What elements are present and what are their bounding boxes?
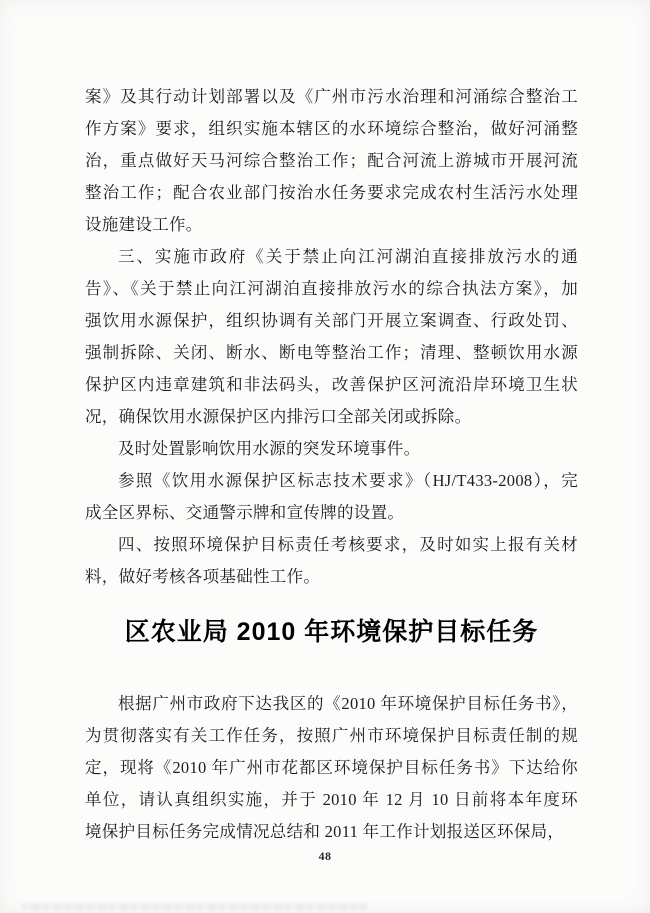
- text-line: 案》及其行动计划部署以及《广州市污水治理和河涌综合整治工: [85, 87, 578, 106]
- text-line: 强制拆除、关闭、断水、断电等整治工作；清理、整顿饮用水源: [85, 343, 578, 362]
- text-line: 成全区界标、交通警示牌和宣传牌的设置。: [85, 503, 405, 522]
- body-text-section: [85, 81, 578, 593]
- text-line: 境保护目标任务完成情况总结和 2011 年工作计划报送区环保局，: [85, 822, 565, 841]
- text-line: 四、按照环境保护目标责任考核要求，及时如实上报有关材: [118, 535, 578, 554]
- text-line: 料，做好考核各项基础性工作。: [85, 567, 321, 586]
- page-number: 48: [318, 849, 332, 863]
- text-line: 及时处置影响饮用水源的突发环境事件。: [118, 439, 421, 458]
- text-line: 强饮用水源保护，组织协调有关部门开展立案调查、行政处罚、: [85, 311, 578, 330]
- text-line: 为贯彻落实有关工作任务，按照广州市环境保护目标责任制的规: [85, 726, 578, 745]
- text-line: 况，确保饮用水源保护区内排污口全部关闭或拆除。: [85, 407, 472, 426]
- text-line: 三、实施市政府《关于禁止向江河湖泊直接排放污水的通: [118, 247, 578, 266]
- document-title: 区农业局 2010 年环境保护目标任务: [124, 618, 539, 646]
- text-line: 保护区内违章建筑和非法码头，改善保护区河流沿岸环境卫生状: [85, 375, 578, 394]
- text-line: 作方案》要求，组织实施本辖区的水环境综合整治，做好河涌整: [85, 119, 578, 138]
- text-line: 治，重点做好天马河综合整治工作；配合河流上游城市开展河流: [85, 151, 578, 170]
- text-line: 设施建设工作。: [85, 215, 203, 234]
- text-line: 单位，请认真组织实施，并于 2010 年 12 月 10 日前将本年度环: [85, 790, 578, 809]
- text-line: 定，现将《2010 年广州市花都区环境保护目标任务书》下达给你: [85, 758, 578, 777]
- intro-text-section: [85, 688, 578, 848]
- text-line: 参照《饮用水源保护区标志技术要求》（HJ/T433-2008），完: [118, 471, 578, 490]
- text-line: 告》、《关于禁止向江河湖泊直接排放污水的综合执法方案》，加: [85, 279, 578, 298]
- text-line: 整治工作；配合农业部门按治水任务要求完成农村生活污水处理: [85, 183, 578, 202]
- scan-artifact-smudge: [22, 903, 367, 910]
- text-line: 根据广州市政府下达我区的《2010 年环境保护目标任务书》，: [118, 694, 578, 713]
